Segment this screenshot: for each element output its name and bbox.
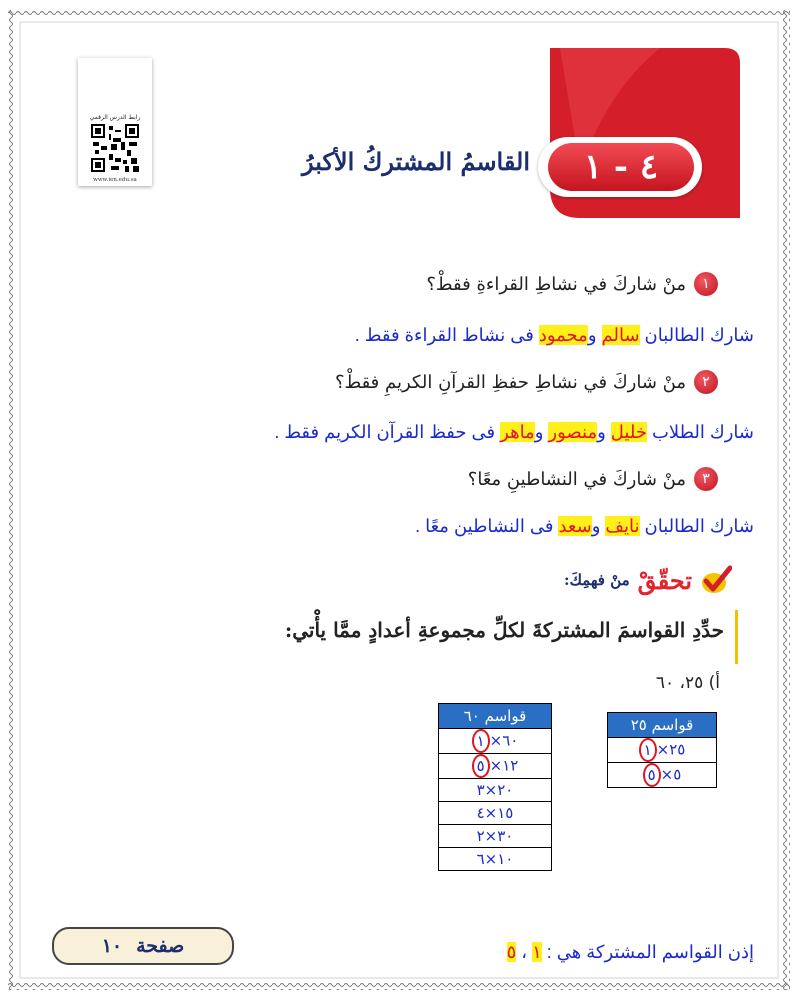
table-row: ٥×٥: [608, 763, 717, 788]
highlighted-name: سالم: [601, 325, 640, 345]
highlighted-name: نايف: [605, 516, 640, 536]
page-label: صفحة: [136, 935, 185, 957]
lesson-number: ٤ - ١: [548, 143, 694, 191]
answer-2: [274, 422, 754, 443]
highlighted-name: محمود: [538, 325, 588, 345]
question-text: منْ شاركَ في نشاطِ القراءةِ فقطْ؟: [426, 273, 686, 295]
question-number-badge: ١: [694, 272, 718, 296]
separator: ،: [516, 942, 533, 962]
qr-code-icon: [91, 124, 139, 172]
page-title: القاسمُ المشتركُ الأكبرُ: [301, 147, 530, 176]
checkmark-icon: [700, 565, 732, 595]
circled-divisor: ١: [472, 729, 490, 753]
qr-caption: رابط الدرس الرقمي: [89, 114, 141, 121]
cell-value: ٦٠: [502, 731, 519, 750]
cell-value: ٣٠: [497, 827, 514, 845]
qr-url: www.ien.edu.sa: [93, 177, 137, 183]
question-text: منْ شاركَ في النشاطينِ معًا؟: [467, 468, 686, 490]
question-text: منْ شاركَ في نشاطِ حفظِ القرآنِ الكريمِ فقطْ؟: [334, 371, 686, 393]
table-row: ١٠×٦: [439, 848, 552, 871]
cell-value: ٤: [476, 804, 485, 822]
table-row: ٦٠×١: [439, 729, 552, 754]
answer-text: و: [534, 422, 549, 442]
answer-text: و: [591, 516, 606, 536]
common-divisor: ٥: [506, 942, 517, 962]
question-2: [335, 370, 718, 394]
task-accent-bar: [735, 610, 738, 664]
highlighted-name: سعد: [558, 516, 592, 536]
cell-value: ٢٠: [497, 781, 514, 799]
check-title: تحقّقْ: [637, 565, 692, 595]
table-row: ١٢×٥: [439, 754, 552, 779]
cell-value: ٢٥: [669, 740, 686, 759]
cell-value: ٢: [476, 827, 485, 845]
page-number: ١٠: [101, 935, 123, 957]
task-instruction: حدِّدِ القواسمَ المشتركةَ لكلِّ مجموعةِ أعدادٍ ممَّا يأْتي:: [284, 618, 724, 642]
question-number-badge: ٢: [694, 370, 718, 394]
conclusion-text: إذن القواسم المشتركة هي :: [541, 942, 754, 962]
answer-3: [415, 516, 754, 537]
answer-text: و: [587, 325, 602, 345]
answer-text: شارك الطالبان: [639, 325, 754, 345]
cell-value: ٣: [476, 781, 485, 799]
table-row: ٣٠×٢: [439, 825, 552, 848]
answer-text: شارك الطلاب: [646, 422, 754, 442]
item-a: أ) ٢٥، ٦٠: [655, 673, 720, 693]
cell-value: ١٥: [497, 804, 514, 822]
answer-text: فى حفظ القرآن الكريم فقط .: [274, 422, 501, 442]
question-1: [426, 272, 718, 296]
conclusion: [507, 942, 754, 963]
circled-divisor: ٥: [472, 754, 490, 778]
answer-text: و: [597, 422, 611, 442]
qr-card[interactable]: [78, 58, 152, 186]
check-understanding-heading: [564, 565, 732, 595]
divisors-25-table: [607, 712, 717, 788]
check-subtitle: منْ فهمِكَ:: [564, 571, 630, 589]
question-3: [468, 467, 718, 491]
circled-divisor: ١: [639, 738, 657, 762]
highlighted-name: خليل: [610, 422, 647, 442]
table-header: قواسم ٢٥: [608, 713, 717, 738]
cell-value: ١٠: [497, 850, 514, 868]
question-number-badge: ٣: [694, 467, 718, 491]
answer-1: [355, 325, 754, 346]
highlighted-name: ماهر: [500, 422, 535, 442]
answer-text: شارك الطالبان: [639, 516, 754, 536]
table-row: ٢٥×١: [608, 738, 717, 763]
circled-divisor: ٥: [643, 763, 661, 787]
divisors-60-table: [438, 703, 552, 871]
cell-value: ٦: [476, 850, 485, 868]
page-number-badge: [52, 927, 234, 965]
table-row: ١٥×٤: [439, 802, 552, 825]
common-divisor: ١: [532, 942, 542, 962]
answer-text: فى النشاطين معًا .: [415, 516, 559, 536]
table-row: ٢٠×٣: [439, 779, 552, 802]
highlighted-name: منصور: [548, 422, 598, 442]
cell-value: ٥: [673, 765, 682, 784]
answer-text: فى نشاط القراءة فقط .: [354, 325, 539, 345]
table-header: قواسم ٦٠: [439, 704, 552, 729]
cell-value: ١٢: [502, 756, 519, 775]
